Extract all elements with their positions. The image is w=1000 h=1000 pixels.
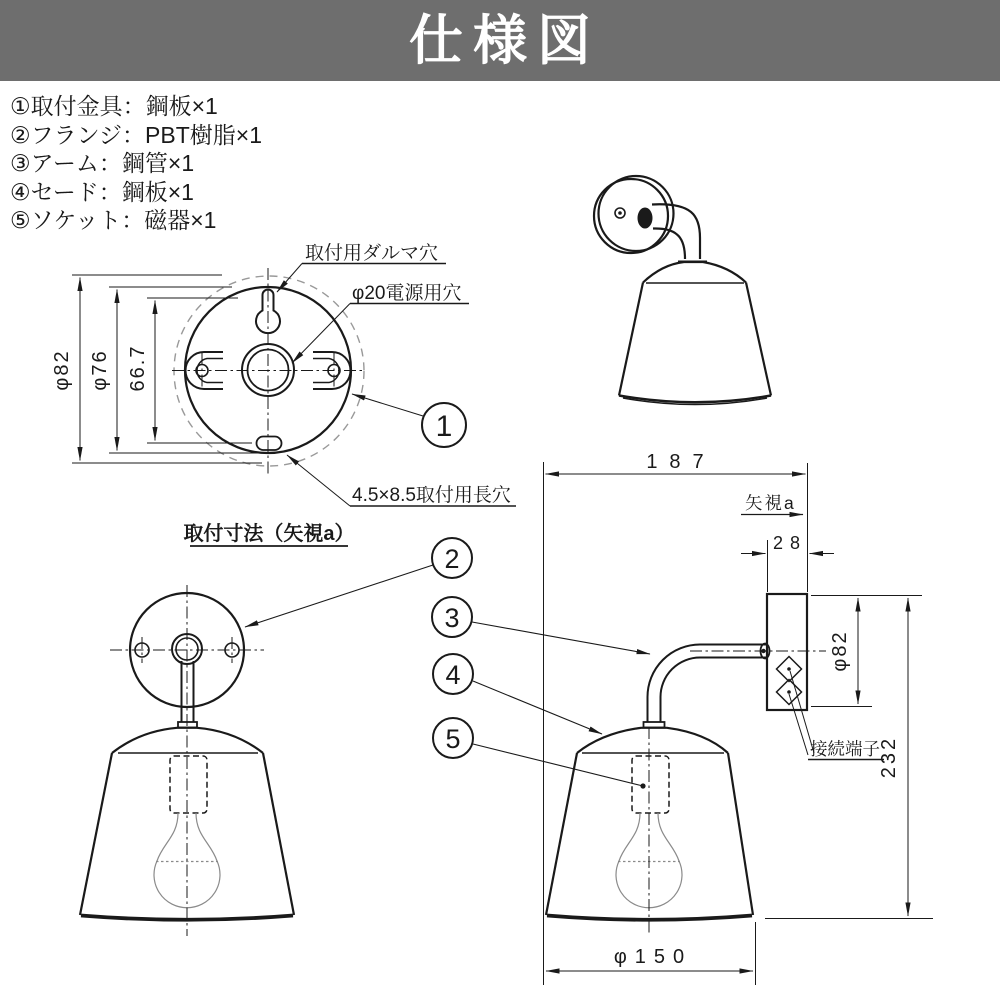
bottom-slot <box>257 437 282 451</box>
dim-187 <box>544 451 808 985</box>
socket-front <box>170 756 207 813</box>
arm-perspective <box>652 204 707 261</box>
parts-list-item-3: ③アーム：鋼管×1 <box>10 150 195 177</box>
dim-28 <box>741 533 834 592</box>
svg-text:1: 1 <box>435 410 453 443</box>
parts-list-item-4: ④セード：鋼板×1 <box>10 178 194 205</box>
svg-text:矢視a: 矢視a <box>745 493 796 513</box>
svg-text:3: 3 <box>444 603 460 633</box>
svg-text:φ150: φ150 <box>613 946 693 968</box>
svg-text:φ82: φ82 <box>829 630 851 672</box>
svg-text:取付寸法（矢視a）: 取付寸法（矢視a） <box>183 523 355 545</box>
dim-150 <box>546 922 756 985</box>
dim-plate-82 <box>811 596 922 707</box>
slot-callout <box>287 455 516 506</box>
svg-text:28: 28 <box>772 533 808 553</box>
svg-text:取付用ダルマ穴: 取付用ダルマ穴 <box>305 243 439 264</box>
arm-side <box>644 644 770 728</box>
balloon-1 <box>352 394 466 447</box>
shade-perspective <box>619 262 771 405</box>
parts-list-item-2: ②フランジ：PBT樹脂×1 <box>10 121 262 148</box>
side-view <box>544 451 934 985</box>
parts-list-item-1: ①取付金具：鋼板×1 <box>10 93 218 119</box>
page-title: 仕様図 <box>409 10 601 71</box>
front-view <box>80 585 294 936</box>
parts-list-item-5: ⑤ソケット：磁器×1 <box>10 207 217 234</box>
svg-text:232: 232 <box>878 735 900 779</box>
plate-top-view <box>51 242 516 506</box>
svg-text:φ20電源用穴: φ20電源用穴 <box>352 283 462 304</box>
dim-plate-inner-dia: φ76 <box>89 349 111 391</box>
power-hole-callout <box>292 282 469 363</box>
svg-text:4: 4 <box>445 660 461 690</box>
dim-hole-pitch: 66.7 <box>127 344 149 392</box>
balloon-2 <box>245 538 472 627</box>
svg-text:5: 5 <box>445 724 461 754</box>
svg-text:187: 187 <box>646 451 716 473</box>
svg-text:4.5×8.5取付用長穴: 4.5×8.5取付用長穴 <box>352 485 511 506</box>
balloon-4 <box>433 654 602 734</box>
wall-disc-back <box>594 179 668 253</box>
wall-disc-front <box>599 176 674 251</box>
view-arrow-a <box>741 493 803 515</box>
balloon-3 <box>432 597 650 654</box>
dim-plate-outer-dia: φ82 <box>51 349 73 391</box>
svg-text:2: 2 <box>444 544 460 574</box>
front-view-caption <box>183 521 354 546</box>
arm-hub <box>638 208 653 229</box>
terminal-callout <box>789 671 884 760</box>
svg-text:接続端子: 接続端子 <box>810 739 880 759</box>
perspective-view <box>594 176 771 405</box>
